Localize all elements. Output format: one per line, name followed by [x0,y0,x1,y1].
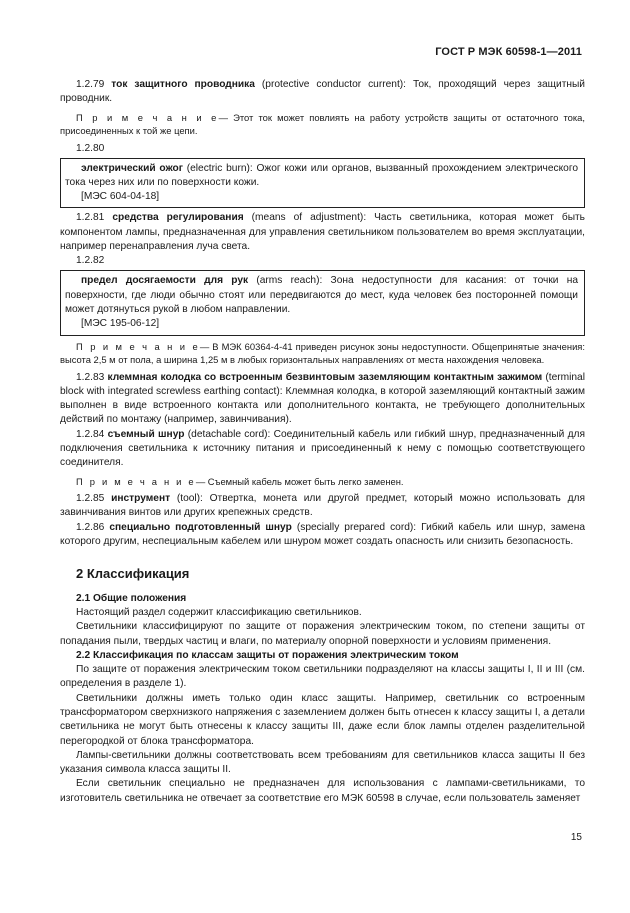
term: специально подготовленный шнур [109,521,292,533]
definition-box [60,158,585,209]
standard-header: ГОСТ Р МЭК 60598-1—2011 [435,46,582,58]
note-text: — В МЭК 60364-4-41 приведен рисунок зоны недоступности. Общепринятые значения: высота 2,5 м от пола, а ширина 1,25 м в любых горизонтальных направлениях от места нахождения человека. [60,340,585,366]
paragraph: По защите от поражения электрическим током светильники подразделяют на классы защиты I, II и III (см. определения в разделе 1). [60,664,585,690]
document-body [60,78,585,806]
term: ток защитного проводника [111,79,255,90]
reference: [МЭС 604-04-18] [81,191,160,203]
note [60,111,585,138]
section-heading: 2 Классификация [76,566,190,582]
subsection-heading: 2.2 Классификация по классам защиты от поражения электрическим током [76,649,459,661]
clause-1-2-84 [60,428,585,471]
definition: (specially prepared cord): Гибкий кабель или шнур, замена которого другим, неспециальным кабелем или шнуром может создать опасность или снизить безопасность. [60,521,585,548]
definition: (arms reach): Зона недоступности для касания: от точки на поверхности, где люди обычно стоят или передвигаются до мест, куда человек без посторонней помощи может дотянуться рукой в любом направлении. [65,275,578,315]
note-label: П р и м е ч а н и е [76,475,196,487]
reference: [МЭС 195-06-12] [81,318,160,330]
term: электрический ожог [81,162,183,174]
clause-1-2-83 [60,371,585,428]
note [60,340,585,367]
definition: (tool): Отвертка, монета или другой предмет, который можно использовать для завинчивания винтов или других крепежных средств. [60,493,585,519]
term: средства регулирования [112,212,244,224]
note-text: — Этот ток может повлиять на работу устройств защиты от остаточного тока, присоединенных к той же цепи. [60,111,585,137]
term: инструмент [111,493,171,505]
clause-number: 1.2.86 [76,521,105,533]
clause-1-2-86 [60,521,585,550]
definition: (terminal block with integrated screwless earthing contact): Клеммная колодка, в которой заземляющий контактный зажим выполнен в виде встроенного контакта или дополнительного контакта, не требующего дополнительных действий по монтажу (например, завинчивания). [60,371,585,426]
note-label: П р и м е ч а н и е [76,340,200,352]
paragraph: Светильники должны иметь только один класс защиты. Например, светильник со встроенным трансформатором сверхнизкого напряжения с заземлением должен быть отнесен к классу защиты I, а детали светильника не могут быть отнесены к классу защиты III, даже если блок лампы отделен разделительной перегородкой от блока трансформатора. [60,692,585,747]
clause-1-2-81 [60,211,585,254]
note-label: П р и м е ч а н и е [76,111,219,123]
clause-1-2-79 [60,78,585,107]
page-number: 15 [570,832,582,843]
clause-number: 1.2.85 [76,493,105,505]
definition: (means of adjustment): Часть светильника, которая может быть компонентом лампы, предназначенная для управления светильником пользователем во время эксплуатации, например перенаправления луча света. [60,212,585,253]
clause-number: 1.2.79 [76,79,105,90]
definition: (electric burn): Ожог кожи или органов, вызванный прохождением электрического тока через них или по поверхности кожи. [65,162,578,188]
term: клеммная колодка со встроенным безвинтовым заземляющим контактным зажимом [107,371,543,383]
term: съемный шнур [107,428,185,440]
definition-box [60,270,585,335]
paragraph: Если светильник специально не предназначен для использования с лампами-светильниками, то изготовитель светильника не отвечает за соответствие его МЭК 60598 в случае, если пользователь заменяет [60,778,585,804]
clause-number: 1.2.83 [76,371,105,383]
clause-1-2-80 [65,162,578,191]
clause-1-2-82 [65,274,578,317]
definition: (protective conductor current): Ток, проходящий через защитный проводник. [60,79,585,105]
clause-1-2-85 [60,492,585,521]
paragraph: Светильники классифицируют по защите от поражения электрическим током, по степени защиты от попадания пыли, твердых частиц и влаги, по материалу опорной поверхности и условиям применения. [60,621,585,647]
note [60,475,585,489]
clause-number: 1.2.81 [76,212,105,224]
clause-number: 1.2.80 [76,142,105,154]
definition: (detachable cord): Соединительный кабель или гибкий шнур, предназначенный для подключения светильника к источнику питания и присоединенный к нему с помощью соответствующего соединителя. [60,428,585,469]
note-text: — Съемный кабель может быть легко заменен. [195,475,404,487]
clause-number: 1.2.82 [76,255,105,267]
clause-number: 1.2.84 [76,428,105,440]
paragraph: Лампы-светильники должны соответствовать всем требованиям для светильников класса защиты II без указания символа класса защиты II. [60,749,585,776]
paragraph: Настоящий раздел содержит классификацию светильников. [76,606,362,618]
term: предел досягаемости для рук [81,275,249,287]
subsection-heading: 2.1 Общие положения [76,592,187,604]
